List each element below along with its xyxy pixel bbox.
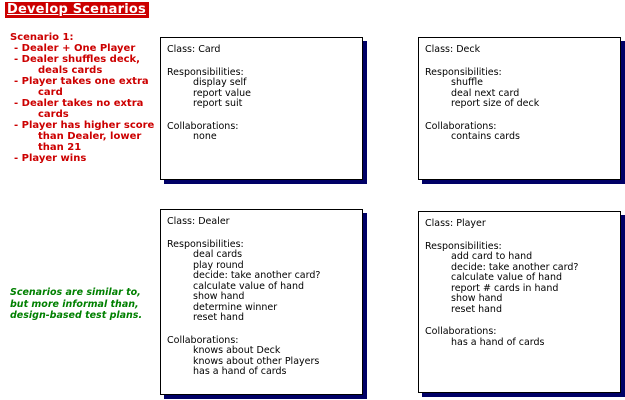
collaboration-item: knows about Deck <box>193 345 281 356</box>
responsibility-item: deal cards <box>193 249 243 260</box>
class-title: Class: Player <box>425 218 486 229</box>
collaboration-item: has a hand of cards <box>451 336 545 348</box>
responsibility-item: report value <box>193 87 251 99</box>
scenario-step: - Dealer + One Player <box>9 43 159 54</box>
responsibility-item: display self <box>193 77 247 88</box>
class-title: Class: Card <box>167 44 221 55</box>
responsibility-item: reset hand <box>451 303 502 315</box>
responsibility-item: report # cards in hand <box>451 282 559 294</box>
responsibilities-label: Responsibilities: <box>425 240 502 252</box>
responsibility-item: play round <box>193 259 244 271</box>
collaborations-label: Collaborations: <box>167 120 239 132</box>
responsibility-item: report size of deck <box>451 98 540 109</box>
responsibility-item: deal next card <box>451 87 520 99</box>
responsibilities-label: Responsibilities: <box>425 66 502 78</box>
scenario-list <box>9 32 159 164</box>
collaborations-label: Collaborations: <box>425 326 497 337</box>
scenario-step: - Dealer shuffles deck, deals cards <box>9 54 159 76</box>
collaboration-item: none <box>193 131 217 142</box>
collaboration-item: contains cards <box>451 131 520 142</box>
crc-card-player <box>418 211 621 393</box>
collaborations-label: Collaborations: <box>425 120 497 132</box>
scenario-step: - Dealer takes no extra cards <box>9 98 159 120</box>
class-title: Class: Dealer <box>167 216 230 227</box>
responsibility-item: show hand <box>193 291 245 302</box>
responsibility-item: report suit <box>193 98 243 109</box>
class-title: Class: Deck <box>425 44 481 55</box>
responsibility-item: determine winner <box>193 301 278 313</box>
crc-card-dealer <box>160 209 363 395</box>
responsibility-item: decide: take another card? <box>193 270 321 281</box>
collaborations-label: Collaborations: <box>167 334 239 346</box>
scenario-step: - Player takes one extra card <box>9 76 159 98</box>
responsibility-item: decide: take another card? <box>451 261 579 273</box>
responsibility-item: show hand <box>451 293 503 304</box>
responsibility-item: shuffle <box>451 77 484 88</box>
scenario-heading: Scenario 1: <box>10 32 74 43</box>
crc-card-deck <box>418 37 621 180</box>
responsibilities-label: Responsibilities: <box>167 238 244 250</box>
collaboration-item: knows about other Players <box>193 355 320 367</box>
scenario-step: - Player has higher score than Dealer, lower than 21 <box>9 120 159 153</box>
collaboration-item: has a hand of cards <box>193 366 287 377</box>
crc-card-card <box>160 37 363 180</box>
responsibility-item: calculate value of hand <box>193 280 305 292</box>
responsibilities-label: Responsibilities: <box>167 66 244 78</box>
responsibility-item: add card to hand <box>451 251 533 262</box>
responsibility-item: reset hand <box>193 312 244 323</box>
scenario-step: - Player wins <box>9 153 159 164</box>
page-title: Develop Scenarios <box>5 2 149 18</box>
scenario-note: Scenarios are similar to, but more informal than, design-based test plans. <box>10 287 143 321</box>
responsibility-item: calculate value of hand <box>451 272 563 283</box>
